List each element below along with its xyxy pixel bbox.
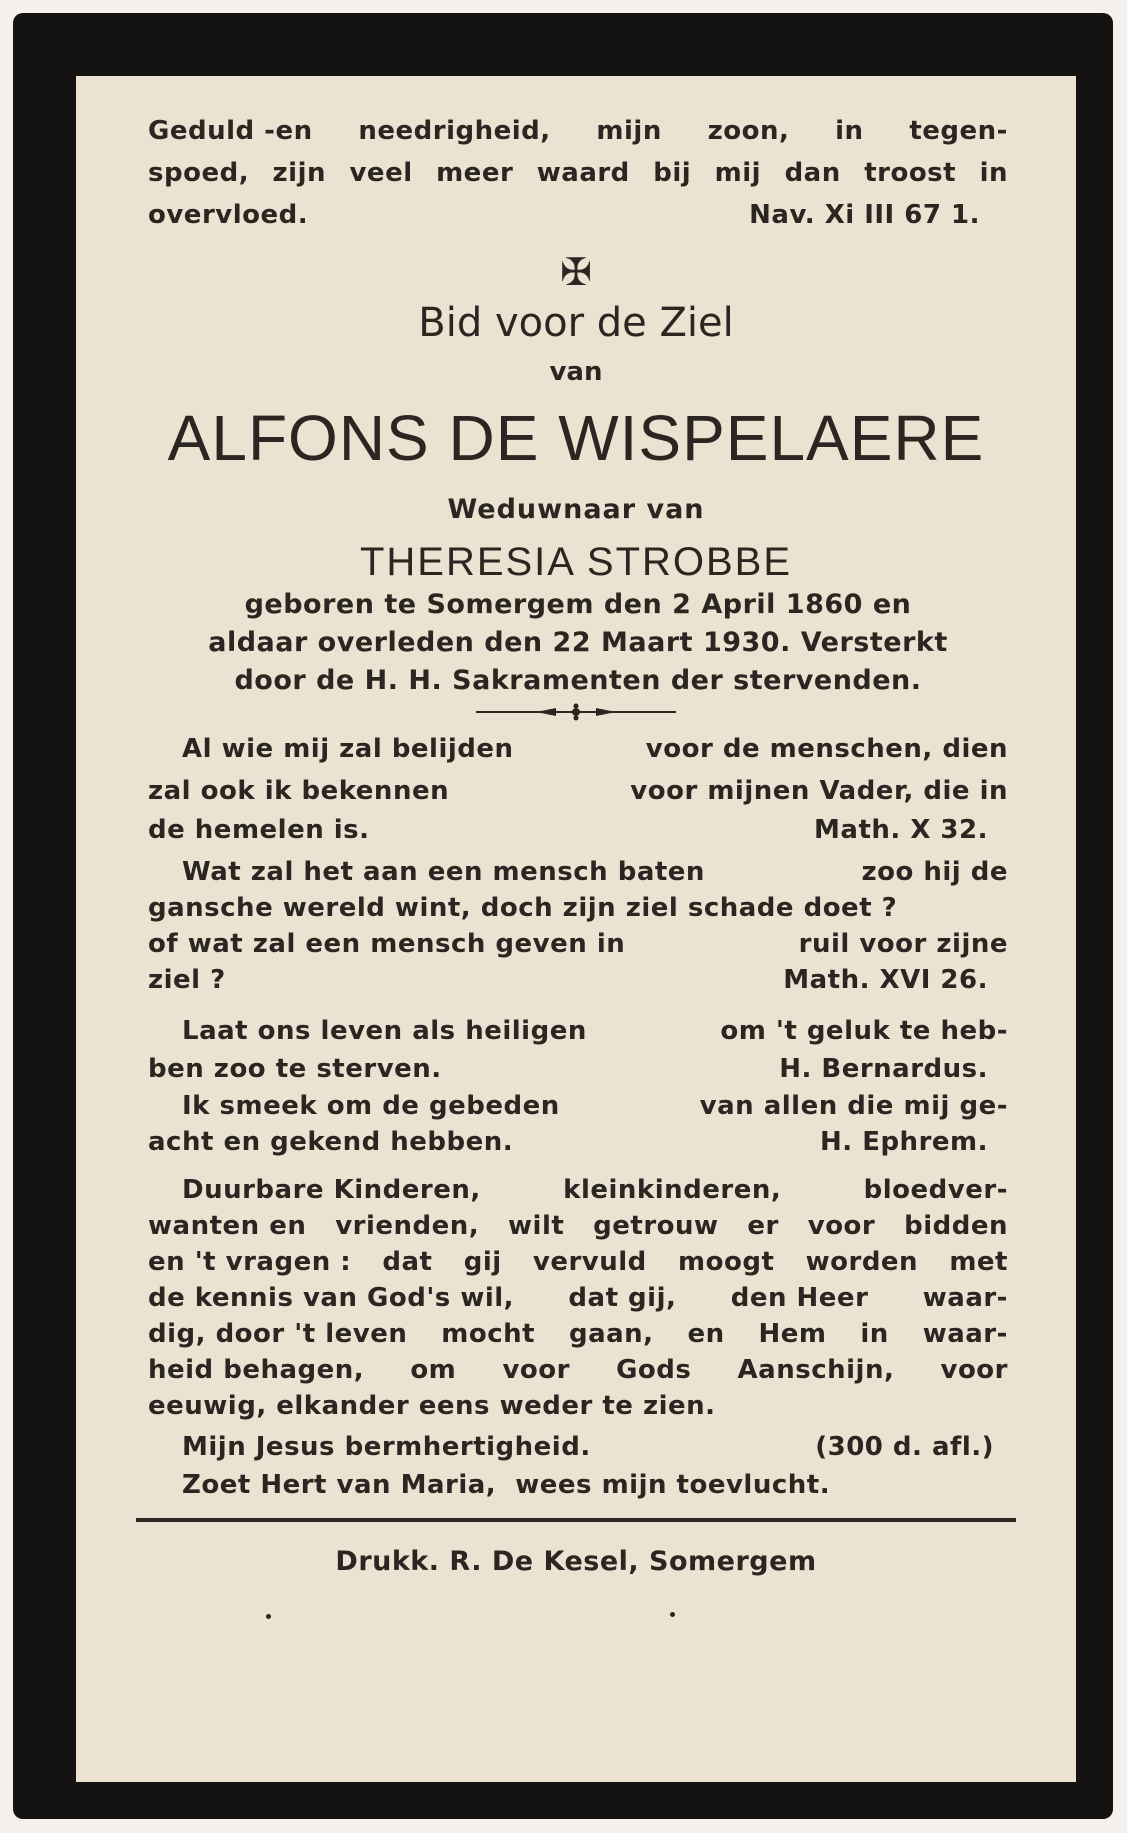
address-line: heid behagen, om voor Gods Aanschijn, voor (148, 1355, 1008, 1385)
relation-label: Weduwnaar van (447, 494, 705, 525)
address-line: wanten en vrienden, wilt getrouw er voor bidden (148, 1211, 1008, 1241)
quote-line: de hemelen is. Math. X 32. (148, 812, 1008, 848)
prayer-line: Zoet Hert van Maria, wees mijn toevlucht. (182, 1470, 831, 1500)
quote-line: ben zoo te sterven. H. Bernardus. (148, 1050, 1008, 1088)
verse-last-line: overvloed. (148, 200, 309, 230)
prayer-line: Mijn Jesus bermhertigheid. (300 d. afl.) (148, 1428, 1008, 1466)
print-speck (266, 1614, 271, 1619)
heading-van: van (549, 357, 603, 387)
quote-line: Wat zal het aan een mensch baten zoo hij de (182, 857, 1008, 887)
quote-reference: H. Bernardus. (779, 1054, 988, 1084)
memorial-card (76, 76, 1076, 1782)
address-line: en 't vragen : dat gij vervuld moogt worden met (148, 1247, 1008, 1277)
quote-matthew-10-32 (148, 728, 1008, 848)
memorial-card-border (13, 13, 1113, 1819)
quote-line: gansche wereld wint, doch zijn ziel schade doet ? (148, 893, 898, 923)
quote-reference: Math. X 32. (814, 815, 988, 845)
verse-line: Geduld -en needrigheid, mijn zoon, in tegen- (148, 116, 1008, 146)
quote-line: Laat ons leven als heiligen om 't geluk te heb- (182, 1016, 1008, 1046)
quote-reference: H. Ephrem. (820, 1127, 988, 1157)
print-speck (670, 1612, 675, 1617)
biography (148, 586, 1008, 700)
quote-line: zal ook ik bekennen voor mijnen Vader, die in (148, 776, 1008, 806)
address-line: dig, door 't leven mocht gaan, en Hem in waar- (148, 1319, 1008, 1349)
opening-verse (148, 110, 1008, 236)
verse-reference: Nav. Xi III 67 1. (749, 200, 980, 230)
quote-line: Al wie mij zal belijden voor de menschen, dien (182, 734, 1008, 764)
address-line: de kennis van God's wil, dat gij, den Heer waar- (148, 1283, 1008, 1313)
address-line: eeuwig, elkander eens weder te zien. (148, 1391, 716, 1421)
quote-matthew-16-26 (148, 854, 1008, 998)
quote-bernardus (148, 1012, 1008, 1088)
quote-line: Ik smeek om de gebeden van allen die mij ge- (182, 1091, 1008, 1121)
biography-line: geboren te Somergem den 2 April 1860 en (244, 589, 912, 620)
ejaculatory-prayers (148, 1428, 1008, 1504)
indulgence-note: (300 d. afl.) (815, 1432, 994, 1462)
ornament-divider (476, 702, 676, 722)
quote-line: of wat zal een mensch geven in ruil voor zijne (148, 929, 1008, 959)
family-address (148, 1172, 1008, 1424)
verse-line (148, 194, 1008, 236)
divider-rule (136, 1518, 1016, 1522)
printer-credit: Drukk. R. De Kesel, Somergem (335, 1546, 817, 1577)
spouse-name: THERESIA STROBBE (359, 540, 793, 584)
prayer-heading: Bid voor de Ziel (418, 300, 734, 346)
quote-line: ziel ? Math. XVI 26. (148, 962, 1008, 998)
verse-line: spoed, zijn veel meer waard bij mij dan troost in (148, 158, 1008, 188)
address-line: Duurbare Kinderen, kleinkinderen, bloedver- (182, 1175, 1008, 1205)
biography-line: aldaar overleden den 22 Maart 1930. Versterkt (208, 627, 948, 658)
quote-line: acht en gekend hebben. H. Ephrem. (148, 1124, 1008, 1160)
cross-icon: ✠ (560, 250, 592, 294)
biography-line: door de H. H. Sakramenten der stervenden. (234, 665, 922, 696)
quote-ephrem (148, 1088, 1008, 1160)
quote-reference: Math. XVI 26. (783, 965, 988, 995)
deceased-name: ALFONS DE WISPELAERE (167, 402, 985, 474)
